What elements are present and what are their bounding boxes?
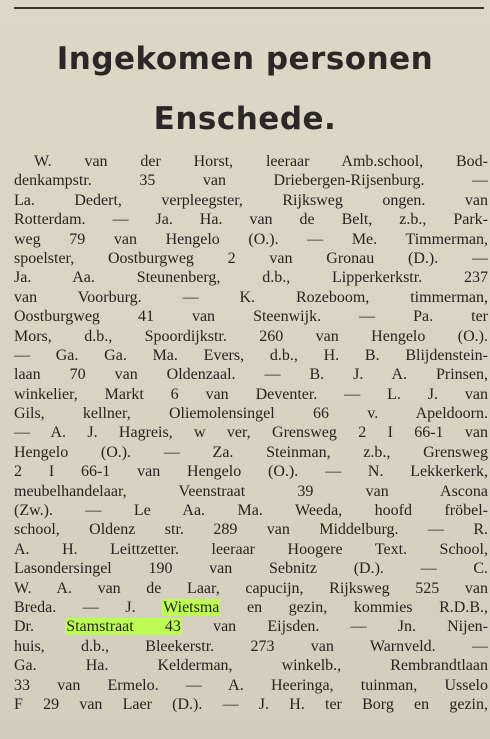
article-line: Oostburgweg 41 van Steenwijk. — Pa. ter bbox=[14, 308, 488, 326]
article-line bbox=[14, 598, 488, 617]
article-line: La. Dedert, verpleegster, Rijksweg ongen. van bbox=[14, 191, 488, 209]
article-line: W. van der Horst, leeraar Amb.school, Bod- bbox=[34, 153, 488, 170]
article-line: 33 van Ermelo. — A. Heeringa, tuinman, Usselo bbox=[14, 676, 488, 694]
line-text: en gezin, kommies R.D.B., bbox=[220, 598, 488, 616]
article-line: (Zw.). — Le Aa. Ma. Weeda, hoofd fröbel- bbox=[14, 502, 488, 520]
article-line: — A. J. Hagreis, w ver, Grensweg 2 I 66-1 van bbox=[14, 424, 488, 442]
article-line: Rotterdam. — Ja. Ha. van de Belt, z.b., Park- bbox=[14, 211, 488, 229]
top-rule bbox=[14, 7, 484, 9]
article-line: laan 70 van Oldenzaal. — B. J. A. Prinsen, bbox=[14, 366, 488, 384]
article-line: Gils, kellner, Oliemolensingel 66 v. Apeldoorn. bbox=[14, 405, 488, 423]
headline: Ingekomen personen bbox=[56, 41, 434, 77]
article-line: W. A. van de Laar, capucijn, Rijksweg 525 van bbox=[14, 579, 488, 597]
article-line: Hengelo (O.). — Za. Steinman, z.b., Grensweg bbox=[14, 443, 488, 461]
article-line: van Voorburg. — K. Rozeboom, timmerman, bbox=[14, 288, 488, 306]
article-body bbox=[14, 152, 488, 714]
highlighted-text: Wietsma bbox=[163, 598, 220, 616]
subheadline: Enschede. bbox=[153, 101, 337, 137]
article-line: — Ga. Ga. Ma. Evers, d.b., H. B. Blijdenstein- bbox=[14, 346, 488, 364]
line-text: van Eijsden. — Jn. Nijen- bbox=[181, 618, 488, 636]
article-line: school, Oldenz str. 289 van Middelburg. — R. bbox=[14, 521, 488, 539]
article-line: Mors, d.b., Spoordijkstr. 260 van Hengelo (O.). bbox=[14, 327, 488, 345]
article-line bbox=[14, 617, 488, 636]
article-line: weg 79 van Hengelo (O.). — Me. Timmerman, bbox=[14, 230, 488, 248]
highlighted-text: Stamstraat 43 bbox=[66, 618, 181, 636]
article-line: huis, d.b., Bleekerstr. 273 van Warnveld. — bbox=[14, 637, 488, 655]
article-line: spoelster, Oostburgweg 2 van Gronau (D.). — bbox=[14, 249, 488, 267]
article-line: denkampstr. 35 van Driebergen-Rijsenburg. — bbox=[14, 172, 488, 190]
article-line: Ja. Aa. Steunenberg, d.b., Lipperkerkstr. 237 bbox=[14, 269, 488, 287]
article-line: Ga. Ha. Kelderman, winkelb., Rembrandtlaan bbox=[14, 657, 488, 675]
article-line: F 29 van Laer (D.). — J. H. ter Borg en gezin, bbox=[14, 695, 488, 713]
article-line: meubelhandelaar, Veenstraat 39 van Ascona bbox=[14, 482, 488, 500]
line-text: Dr. bbox=[14, 618, 66, 636]
article-line: 2 I 66-1 van Hengelo (O.). — N. Lekkerkerk, bbox=[14, 463, 488, 481]
line-text: Breda. — J. bbox=[14, 598, 163, 616]
article-line: A. H. Leittzetter. leeraar Hoogere Text. School, bbox=[14, 540, 488, 558]
article-line: Lasondersingel 190 van Sebnitz (D.). — C. bbox=[14, 560, 488, 578]
article-line: winkelier, Markt 6 van Deventer. — L. J. van bbox=[14, 385, 488, 403]
